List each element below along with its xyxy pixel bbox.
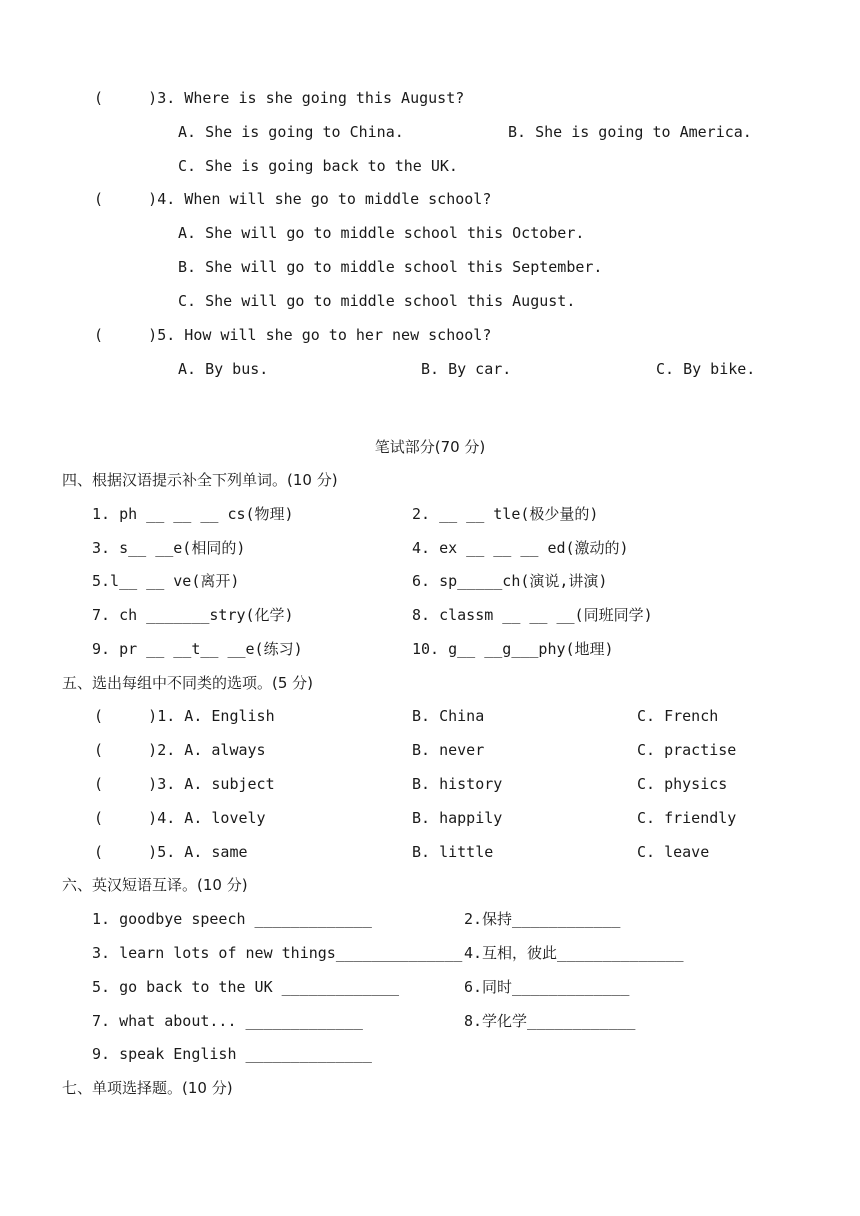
section-7-title: 七、单项选择题。(10 分): [62, 1079, 233, 1097]
s4-item-10: 10. g__ __g___phy(地理): [412, 640, 614, 658]
s4-item-2: 2. __ __ tle(极少量的): [412, 505, 599, 523]
s4-item-1: 1. ph __ __ __ cs(物理): [92, 505, 294, 523]
s5-row-1-option-b: B. China: [412, 707, 485, 725]
q3-option-b: B. She is going to America.: [508, 123, 752, 141]
s5-row-2-option-c: C. practise: [637, 741, 737, 759]
s6-item-1: 1. goodbye speech _____________: [92, 910, 372, 928]
s5-row-5-option-c: C. leave: [637, 843, 710, 861]
s6-item-8: 8.学化学____________: [464, 1012, 636, 1030]
s5-row-4-question: ( )4. A. lovely: [94, 809, 266, 827]
s4-item-3: 3. s__ __e(相同的): [92, 539, 246, 557]
q4-option-b: B. She will go to middle school this September.: [178, 258, 603, 276]
question-3: ( )3. Where is she going this August?: [94, 89, 465, 107]
s4-item-9: 9. pr __ __t__ __e(练习): [92, 640, 303, 658]
q3-option-a: A. She is going to China.: [178, 123, 404, 141]
q4-option-a: A. She will go to middle school this October.: [178, 224, 585, 242]
s5-row-3-question: ( )3. A. subject: [94, 775, 275, 793]
s6-item-2: 2.保持____________: [464, 910, 621, 928]
section-4-title: 四、根据汉语提示补全下列单词。(10 分): [62, 471, 338, 489]
s6-item-4: 4.互相，彼此______________: [464, 944, 684, 962]
q3-option-c: C. She is going back to the UK.: [178, 157, 458, 175]
s5-row-5-question: ( )5. A. same: [94, 843, 248, 861]
s5-row-4-option-c: C. friendly: [637, 809, 737, 827]
s6-item-9: 9. speak English ______________: [92, 1045, 372, 1063]
s5-row-2-option-b: B. never: [412, 741, 485, 759]
s4-item-7: 7. ch _______stry(化学): [92, 606, 294, 624]
s5-row-5-option-b: B. little: [412, 843, 494, 861]
q5-option-b: B. By car.: [421, 360, 512, 378]
s4-item-8: 8. classm __ __ __(同班同学): [412, 606, 653, 624]
question-4: ( )4. When will she go to middle school?: [94, 190, 492, 208]
s5-row-3-option-c: C. physics: [637, 775, 728, 793]
s5-row-1-question: ( )1. A. English: [94, 707, 275, 725]
s6-item-7: 7. what about... _____________: [92, 1012, 363, 1030]
s6-item-5: 5. go back to the UK _____________: [92, 978, 400, 996]
s5-row-1-option-c: C. French: [637, 707, 719, 725]
s5-row-4-option-b: B. happily: [412, 809, 503, 827]
q4-option-c: C. She will go to middle school this August.: [178, 292, 576, 310]
written-section-title: 笔试部分(70 分): [374, 438, 486, 456]
s4-item-4: 4. ex __ __ __ ed(激动的): [412, 539, 629, 557]
section-6-title: 六、英汉短语互译。(10 分): [62, 876, 248, 894]
q5-option-c: C. By bike.: [656, 360, 756, 378]
s6-item-6: 6.同时_____________: [464, 978, 630, 996]
q5-option-a: A. By bus.: [178, 360, 269, 378]
s6-item-3: 3. learn lots of new things______________: [92, 944, 463, 962]
section-5-title: 五、选出每组中不同类的选项。(5 分): [62, 674, 314, 692]
s5-row-2-question: ( )2. A. always: [94, 741, 266, 759]
s4-item-5: 5.l__ __ ve(离开): [92, 572, 240, 590]
s5-row-3-option-b: B. history: [412, 775, 503, 793]
question-5: ( )5. How will she go to her new school?: [94, 326, 492, 344]
s4-item-6: 6. sp_____ch(演说,讲演): [412, 572, 608, 590]
